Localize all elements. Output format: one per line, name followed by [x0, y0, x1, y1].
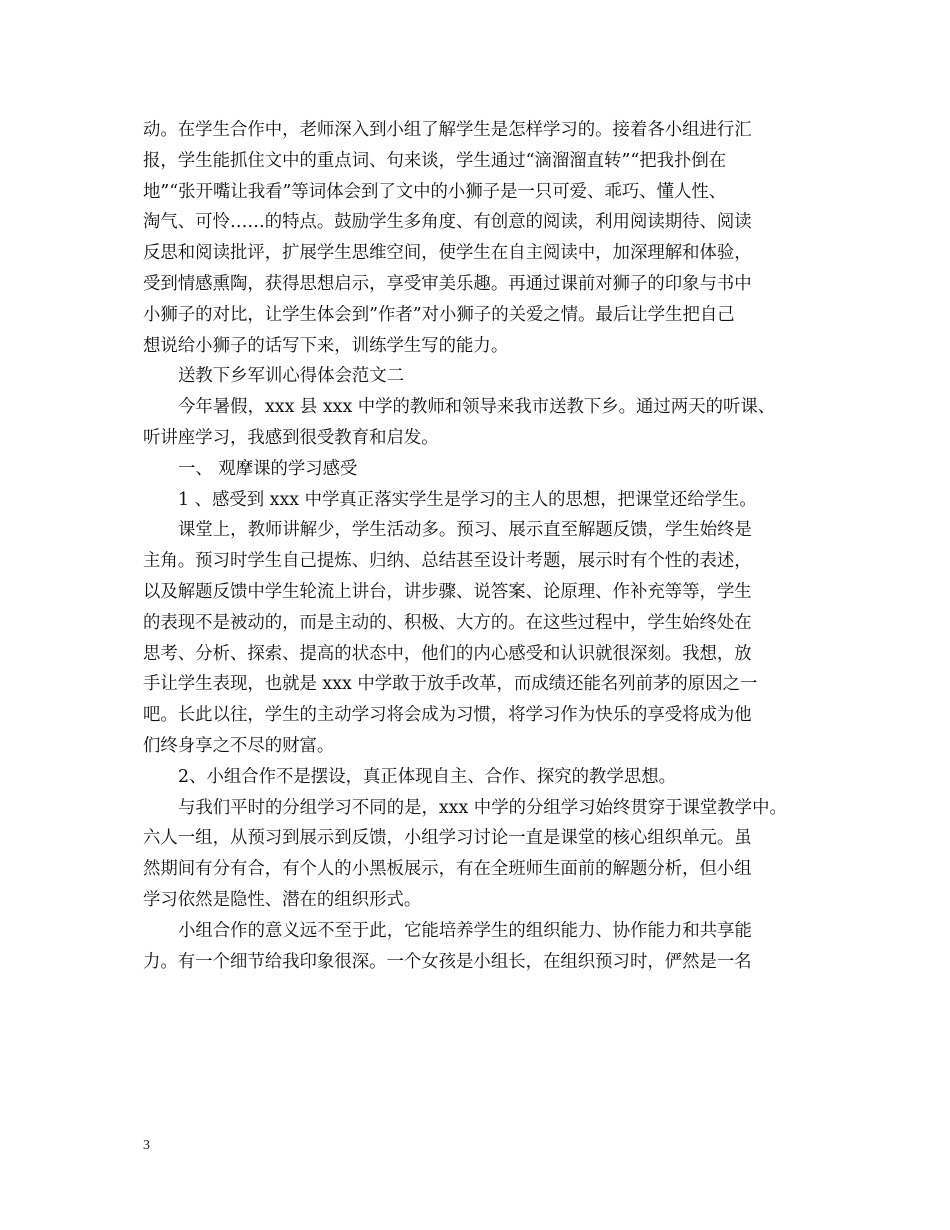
text-line: 小狮子的对比，让学生体会到”作者”对小狮子的关爱之情。最后让学生把自己: [143, 304, 735, 325]
text-line: 地”“张开嘴让我看”等词体会到了文中的小狮子是一只可爱、乖巧、懂人性、: [143, 181, 727, 202]
text-line: 的表现不是被动的，而是主动的、积极、大方的。在这些过程中，学生始终处在: [143, 612, 752, 633]
text-line: 们终身享之不尽的财富。: [143, 735, 335, 756]
text-line: 学习依然是隐性、潜在的组织形式。: [143, 889, 422, 910]
text-line: 1 、感受到 xxx 中学真正落实学生是学习的主人的思想，把课堂还给学生。: [178, 489, 757, 510]
text-line: 课堂上，教师讲解少，学生活动多。预习、展示直至解题反馈，学生始终是: [178, 520, 752, 541]
text-line: 反思和阅读批评，扩展学生思维空间，使学生在自主阅读中，加深理解和体验，: [143, 243, 752, 264]
text-line: 2、小组合作不是摆设，真正体现自主、合作、探究的教学思想。: [178, 766, 677, 787]
text-line: 思考、分析、探索、提高的状态中，他们的内心感受和认识就很深刻。我想，放: [143, 643, 752, 664]
page-number: 3: [143, 1138, 150, 1153]
text-line: 一、 观摩课的学习感受: [178, 458, 358, 479]
text-line: 送教下乡军训心得体会范文二: [178, 366, 405, 387]
text-line: 动。在学生合作中，老师深入到小组了解学生是怎样学习的。接着各小组进行汇: [143, 120, 752, 140]
text-line: 力。有一个细节给我印象很深。一个女孩是小组长，在组织预习时，俨然是一名: [143, 951, 752, 972]
text-line: 听讲座学习，我感到很受教育和启发。: [143, 427, 439, 448]
text-line: 然期间有分有合，有个人的小黑板展示，有在全班师生面前的解题分析，但小组: [143, 859, 752, 880]
text-line: 吧。长此以往，学生的主动学习将会成为习惯，将学习作为快乐的享受将成为他: [143, 705, 752, 726]
document-body: [143, 115, 818, 977]
text-line: 报，学生能抓住文中的重点词、句来谈，学生通过“滴溜溜直转”“把我扑倒在: [143, 150, 727, 171]
text-line: 与我们平时的分组学习不同的是，xxx 中学的分组学习始终贯穿于课堂教学中。: [178, 797, 787, 818]
text-line: 手让学生表现，也就是 xxx 中学敢于放手改革，而成绩还能名列前茅的原因之一: [143, 674, 758, 695]
text-line: 六人一组，从预习到展示到反馈，小组学习讨论一直是课堂的核心组织单元。虽: [143, 828, 752, 849]
text-line: 主角。预习时学生自己提炼、归纳、总结甚至设计考题，展示时有个性的表述，: [143, 551, 752, 572]
text-line: 今年暑假，xxx 县 xxx 中学的教师和领导来我市送教下乡。通过两天的听课、: [178, 397, 776, 418]
text-line: 小组合作的意义远不至于此，它能培养学生的组织能力、协作能力和共享能: [178, 920, 752, 941]
text-line: 想说给小狮子的话写下来，训练学生写的能力。: [143, 335, 509, 356]
text-line: 淘气、可怜……的特点。鼓励学生多角度、有创意的阅读，利用阅读期待、阅读: [143, 212, 752, 233]
text-line: 受到情感熏陶，获得思想启示，享受审美乐趣。再通过课前对狮子的印象与书中: [143, 273, 752, 294]
text-line: 以及解题反馈中学生轮流上讲台，讲步骤、说答案、论原理、作补充等等，学生: [143, 581, 752, 602]
